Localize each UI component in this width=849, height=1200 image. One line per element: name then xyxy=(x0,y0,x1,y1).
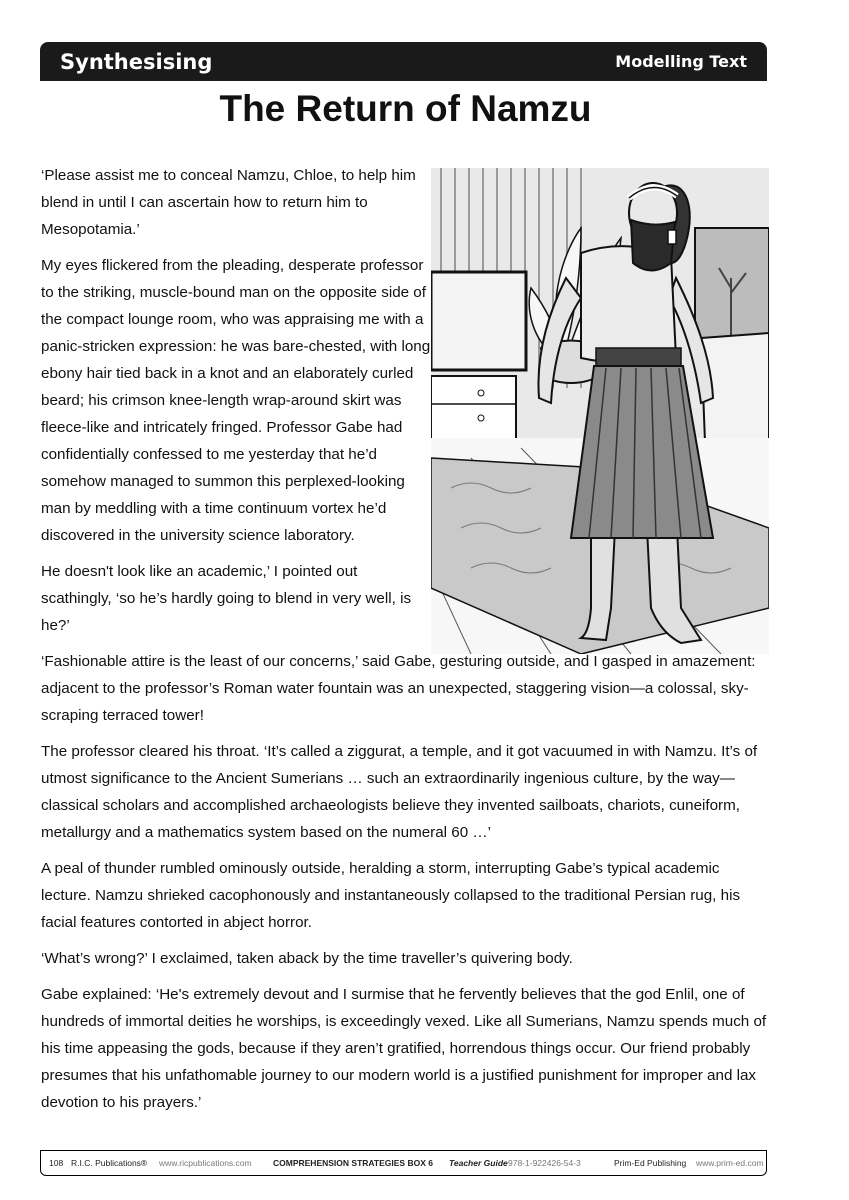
footer xyxy=(40,1150,767,1176)
modelling-text-label: Modelling Text xyxy=(615,52,747,71)
page-title: The Return of Namzu xyxy=(219,88,592,129)
header-bar xyxy=(40,42,767,81)
page-number: 108 xyxy=(49,1158,64,1168)
publisher-url: www.ricpublications.com xyxy=(159,1158,252,1168)
isbn: 978-1-922426-54-3 xyxy=(508,1158,581,1168)
paragraph: He doesn't look like an academic,’ I pointed out scathingly, ‘so he’s hardly going to blend in very well, is he?’ xyxy=(41,563,412,634)
paragraph: The professor cleared his throat. ‘It’s called a ziggurat, a temple, and it got vacuumed in with Namzu. It’s of utmost significance to the Ancient Sumerians … such an extraordinarily ingenious culture, by the way—classical scholars and accomplished archaeologists believe they invented sailboats, chariots, cuneiform, metallurgy and a mathematics system based on the numeral 60 …’ xyxy=(41,743,758,841)
paragraph: ‘Please assist me to conceal Namzu, Chloe, to help him blend in until I can ascertain how to return him to Mesopotamia.’ xyxy=(41,167,416,238)
paragraph: A peal of thunder rumbled ominously outside, heralding a storm, interrupting Gabe’s typical academic lecture. Namzu shrieked cacophonously and instantaneously collapsed to the traditional Persian rug, his facial features contorted in abject horror. xyxy=(41,860,741,931)
co-publisher-url: www.prim-ed.com xyxy=(696,1158,764,1168)
co-publisher: Prim-Ed Publishing xyxy=(614,1158,687,1168)
publisher-name: R.I.C. Publications® xyxy=(71,1158,148,1168)
guide-label: Teacher Guide xyxy=(449,1158,508,1168)
paragraph: ‘What’s wrong?’ I exclaimed, taken aback by the time traveller’s quivering body. xyxy=(41,950,573,967)
paragraph: My eyes flickered from the pleading, desperate professor to the striking, muscle-bound man on the opposite side of the compact lounge room, who was appraising me with a panic-stricken expression: he was bare-chested, with long ebony hair tied back in a knot and an elaborately curled beard; his crimson knee-length wrap-around skirt was fleece-like and intricately fringed. Professor Gabe had confidentially confessed to me yesterday that he’d somehow managed to summon this perplexed-looking man by meddling with a time continuum vortex he’d discovered in the university science laboratory. xyxy=(41,257,431,544)
paragraph: ‘Fashionable attire is the least of our concerns,’ said Gabe, gesturing outside, and I gasped in amazement: adjacent to the professor’s Roman water fountain was an unexpected, staggering vision—a colossal, sky-scraping terraced tower! xyxy=(41,653,756,724)
series-title: COMPREHENSION STRATEGIES BOX 6 xyxy=(273,1158,433,1168)
section-label: Synthesising xyxy=(60,50,213,74)
story-text xyxy=(41,162,771,1125)
paragraph: Gabe explained: ‘He's extremely devout and I surmise that he fervently believes that the god Enlil, one of hundreds of immortal deities he worships, is exceedingly vexed. Like all Sumerians, Namzu spends much of his time appeasing the gods, because if they aren’t gratified, horrendous things occur. Our friend probably presumes that his unfathomable journey to our modern world is a justified punishment for improper and lax devotion to his prayers.’ xyxy=(41,986,767,1111)
